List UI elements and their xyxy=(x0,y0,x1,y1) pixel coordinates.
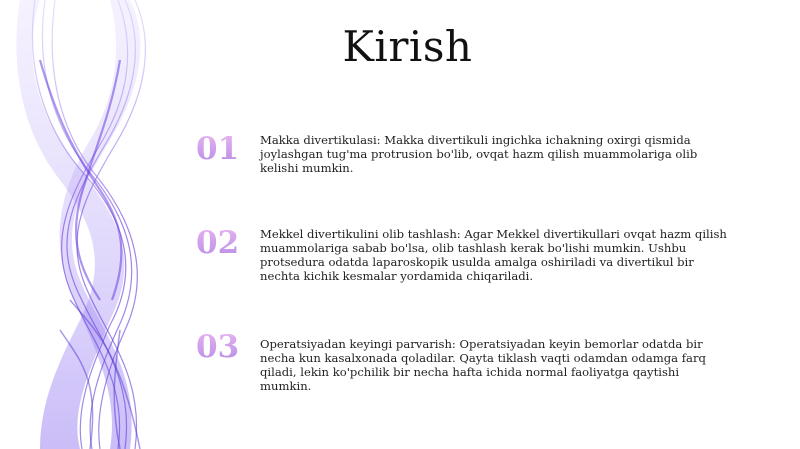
slide-title: Kirish xyxy=(342,22,473,71)
item-text: Mekkel divertikulini olib tashlash: Agar Mekkel divertikullari ovqat hazm qilish muammolariga sabab bo'lsa, olib tashlash kerak bo'lishi mumkin. Ushbu protsedura odatda laparoskopik usulda amalga oshiriladi va divertikul bir nechta kichik kesmalar yordamida chiqariladi. xyxy=(260,227,727,283)
item-number: 03 xyxy=(196,329,256,365)
item-text: Makka divertikulasi: Makka divertikuli ingichka ichakning oxirgi qismida joylashgan tug'ma protrusion bo'lib, ovqat hazm qilish muammolariga olib kelishi mumkin. xyxy=(260,133,698,175)
item-number: 02 xyxy=(196,225,256,261)
item-text: Operatsiyadan keyingi parvarish: Operatsiyadan keyin bemorlar odatda bir necha kun kasalxonada qoladilar. Qayta tiklash vaqti odamdan odamga farq qiladi, lekin ko'pchilik bir necha hafta ichida normal faoliyatga qaytishi mumkin. xyxy=(260,337,706,393)
item-number: 01 xyxy=(196,131,256,167)
decorative-smoke-wave xyxy=(0,0,200,449)
